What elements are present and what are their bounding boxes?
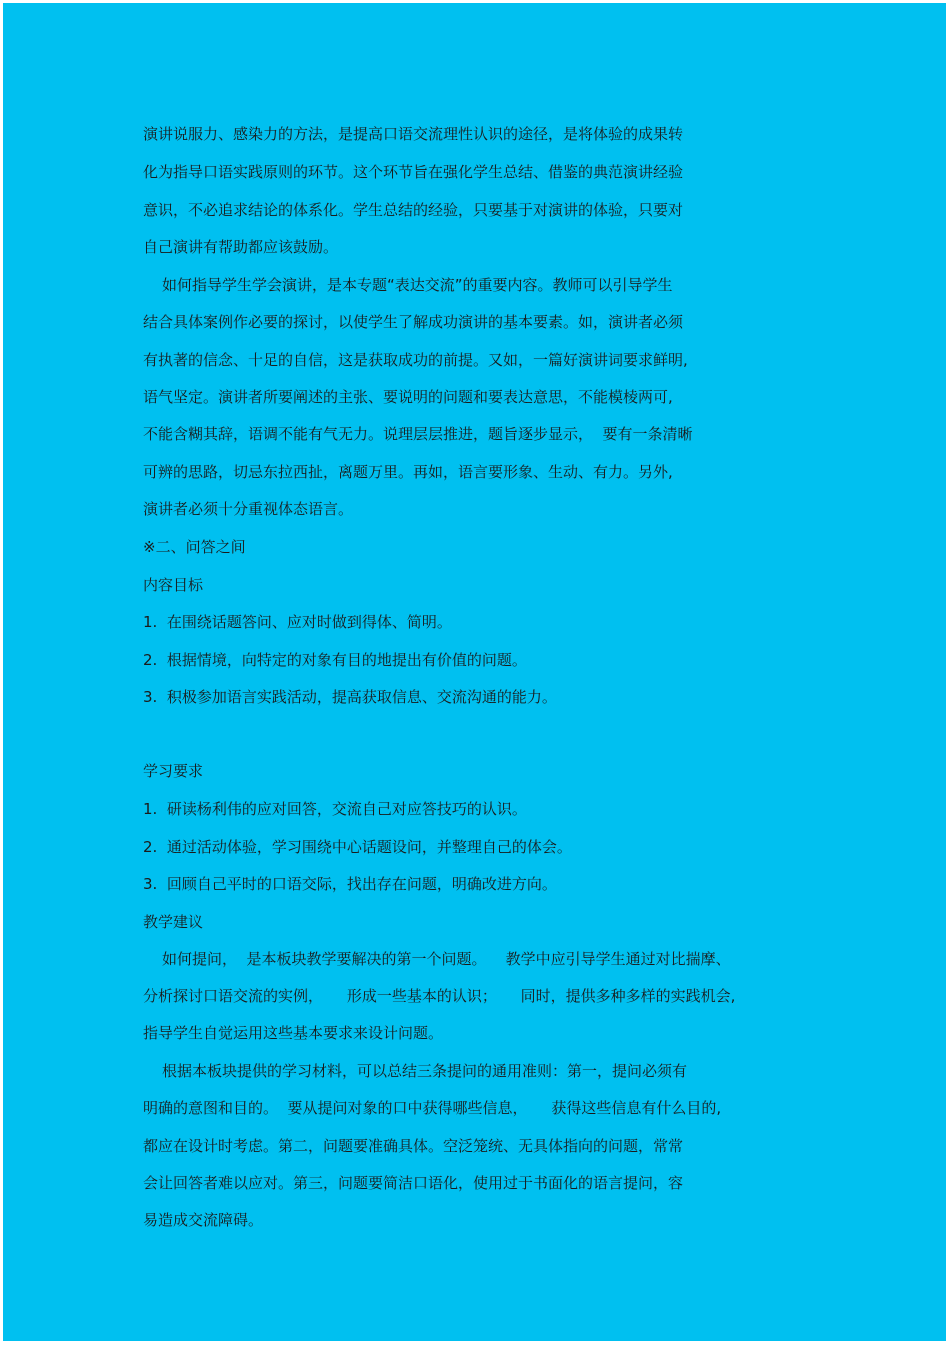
section-title: ※二、问答之间 bbox=[143, 538, 246, 556]
paragraph-2-line-4: 语气坚定。演讲者所要阐述的主张、要说明的问题和要表达意思，不能模棱两可, bbox=[143, 388, 673, 406]
teaching-suggestions-p1-line-3: 指导学生自觉运用这些基本要求来设计问题。 bbox=[143, 1024, 444, 1042]
content-goals-item-2: 2. 根据情境，向特定的对象有目的地提出有价值的问题。 bbox=[143, 651, 527, 669]
paragraph-2-line-2: 结合具体案例作必要的探讨，以使学生了解成功演讲的基本要素。如，演讲者必须 bbox=[143, 313, 684, 331]
paragraph-1-line-3: 意识，不必追求结论的体系化。学生总结的经验，只要基于对演讲的体验，只要对 bbox=[143, 201, 684, 219]
content-goals-heading: 内容目标 bbox=[143, 576, 204, 594]
paragraph-2-line-1: 如何指导学生学会演讲，是本专题“表达交流”的重要内容。教师可以引导学生 bbox=[162, 276, 673, 294]
teaching-suggestions-p2-line-3: 都应在设计时考虑。第二，问题要准确具体。空泛笼统、无具体指向的问题，常常 bbox=[143, 1137, 684, 1155]
paragraph-1-line-4: 自己演讲有帮助都应该鼓励。 bbox=[143, 238, 339, 256]
teaching-suggestions-p1-line-1: 如何提问， 是本板块教学要解决的第一个问题。 教学中应引导学生通过对比揣摩、 bbox=[162, 950, 731, 968]
paragraph-2-line-5: 不能含糊其辞，语调不能有气无力。说理层层推进，题旨逐步显示， 要有一条清晰 bbox=[143, 425, 693, 443]
teaching-suggestions-p2-line-4: 会让回答者难以应对。第三，问题要简洁口语化，使用过于书面化的语言提问，容 bbox=[143, 1174, 684, 1192]
paragraph-2-line-3: 有执著的信念、十足的自信，这是获取成功的前提。又如，一篇好演讲词要求鲜明, bbox=[143, 351, 688, 369]
paragraph-2-line-7: 演讲者必须十分重视体态语言。 bbox=[143, 500, 354, 518]
teaching-suggestions-p2-line-2: 明确的意图和目的。 要从提问对象的口中获得哪些信息， 获得这些信息有什么目的, bbox=[143, 1099, 722, 1117]
learning-requirements-heading: 学习要求 bbox=[143, 762, 204, 780]
learning-requirements-item-2: 2. 通过活动体验，学习围绕中心话题设问，并整理自己的体会。 bbox=[143, 838, 572, 856]
paragraph-2-line-6: 可辨的思路，切忌东拉西扯，离题万里。再如，语言要形象、生动、有力。另外, bbox=[143, 463, 673, 481]
teaching-suggestions-p2-line-1: 根据本板块提供的学习材料，可以总结三条提问的通用准则：第一，提问必须有 bbox=[162, 1062, 688, 1080]
content-goals-item-3: 3. 积极参加语言实践活动，提高获取信息、交流沟通的能力。 bbox=[143, 688, 557, 706]
learning-requirements-item-1: 1. 研读杨利伟的应对回答，交流自己对应答技巧的认识。 bbox=[143, 800, 527, 818]
paragraph-1-line-2: 化为指导口语实践原则的环节。这个环节旨在强化学生总结、借鉴的典范演讲经验 bbox=[143, 163, 684, 181]
teaching-suggestions-p2-line-5: 易造成交流障碍。 bbox=[143, 1211, 264, 1229]
learning-requirements-item-3: 3. 回顾自己平时的口语交际，找出存在问题，明确改进方向。 bbox=[143, 875, 557, 893]
teaching-suggestions-heading: 教学建议 bbox=[143, 913, 204, 931]
paragraph-1-line-1: 演讲说服力、感染力的方法，是提高口语交流理性认识的途径，是将体验的成果转 bbox=[143, 125, 684, 143]
content-goals-item-1: 1. 在围绕话题答问、应对时做到得体、简明。 bbox=[143, 613, 452, 631]
teaching-suggestions-p1-line-2: 分析探讨口语交流的实例， 形成一些基本的认识； 同时，提供多种多样的实践机会, bbox=[143, 987, 736, 1005]
